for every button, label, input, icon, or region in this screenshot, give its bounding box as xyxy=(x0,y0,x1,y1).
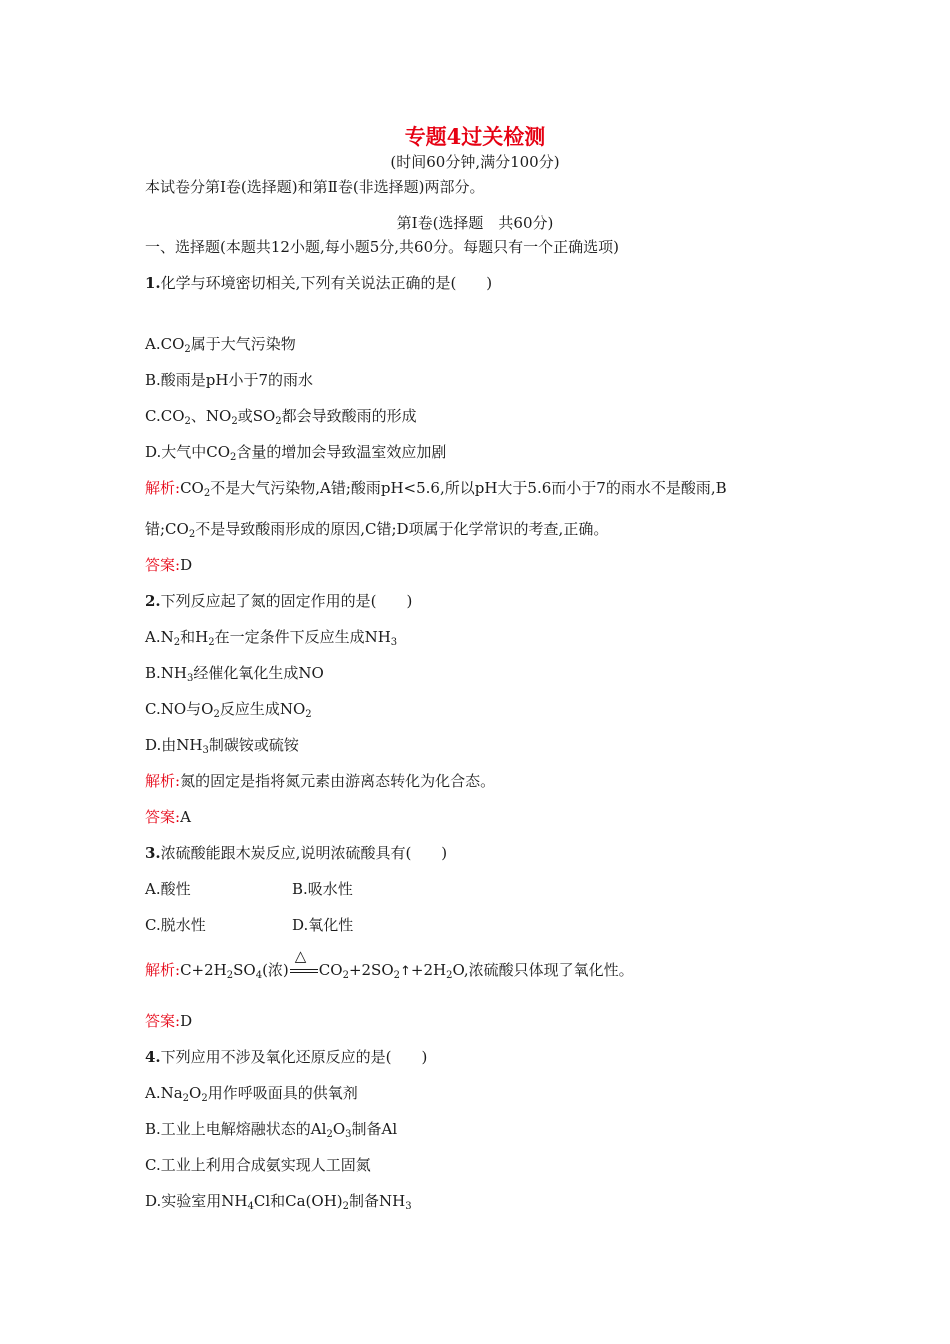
question-3-analysis: 解析$:C+2H_2SO_4$(浓) △ $CO_2+2SO_2↑+2H_2O$,浓硫酸只体现了氧化性。 xyxy=(145,947,634,981)
question-4-option-c: C.工业上利用合成氨实现人工固氮 xyxy=(145,1156,371,1174)
question-3-option-c: C.脱水性 xyxy=(145,916,206,934)
question-2-option-b: $B.NH_3$经催化氧化生成NO xyxy=(145,664,324,684)
reaction-heat-condition xyxy=(290,947,318,977)
question-4-option-d: D.实验室用$NH_4Cl$和$Ca(OH)_2$制备$NH_3$ xyxy=(145,1192,412,1212)
question-3-answer: 答案:D xyxy=(145,1012,193,1030)
question-2-option-c: C.NO与$O_2$反应生成$NO_2$ xyxy=(145,700,312,720)
question-2-option-d: D.由$NH_3$制碳铵或硫铵 xyxy=(145,736,299,756)
page-title: 专题4过关检测 xyxy=(404,124,546,149)
question-1-stem: 1.化学与环境密切相关,下列有关说法正确的是( ) xyxy=(145,274,493,292)
question-1-answer: 答案:D xyxy=(145,556,193,574)
heat-triangle-icon: △ xyxy=(294,947,307,965)
question-4-stem: 4.下列应用不涉及氧化还原反应的是( ) xyxy=(145,1048,428,1066)
question-3-option-b: B.吸水性 xyxy=(292,880,353,898)
question-1-option-a: $A.CO_2$属于大气污染物 xyxy=(145,335,296,355)
intro-text: 本试卷分第Ⅰ卷(选择题)和第Ⅱ卷(非选择题)两部分。 xyxy=(145,178,485,196)
question-4-option-b: B.工业上电解熔融状态的$Al_2O_3$制备Al xyxy=(145,1120,398,1140)
question-2-option-a: $A.N_2$和$H_2$在一定条件下反应生成$NH_3$ xyxy=(145,628,398,648)
question-1-analysis-line-1: 解析$:CO_2$不是大气污染物,A错;酸雨pH<5.6,所以pH大于5.6而小于7的雨水不是酸雨,B xyxy=(145,479,727,499)
question-2-stem: 2.下列反应起了氮的固定作用的是( ) xyxy=(145,592,413,610)
question-2-answer: 答案:A xyxy=(145,808,191,826)
section-description: 一、选择题(本题共12小题,每小题5分,共60分。每题只有一个正确选项) xyxy=(145,238,619,256)
question-1-option-b: B.酸雨是pH小于7的雨水 xyxy=(145,371,314,389)
page-subtitle: (时间60分钟,满分100分) xyxy=(390,153,560,171)
question-1-option-c: $C.CO_2$、$NO_2$或$SO_2$都会导致酸雨的形成 xyxy=(145,407,417,427)
question-1-option-d: D.大气中$CO_2$含量的增加会导致温室效应加剧 xyxy=(145,443,447,463)
gas-arrow-icon: ↑ xyxy=(400,964,411,979)
question-1-analysis-line-2: 错$;CO_2$不是导致酸雨形成的原因,C错;D项属于化学常识的考查,正确。 xyxy=(145,520,609,540)
question-3-option-a: A.酸性 xyxy=(145,880,191,898)
question-3-option-d: D.氧化性 xyxy=(292,916,354,934)
question-3-stem: 3.浓硫酸能跟木炭反应,说明浓硫酸具有( ) xyxy=(145,844,448,862)
question-2-analysis: 解析:氮的固定是指将氮元素由游离态转化为化合态。 xyxy=(145,772,496,790)
question-4-option-a: $A.Na_2O_2$用作呼吸面具的供氧剂 xyxy=(145,1084,358,1104)
section-title: 第Ⅰ卷(选择题 共60分) xyxy=(396,214,554,232)
